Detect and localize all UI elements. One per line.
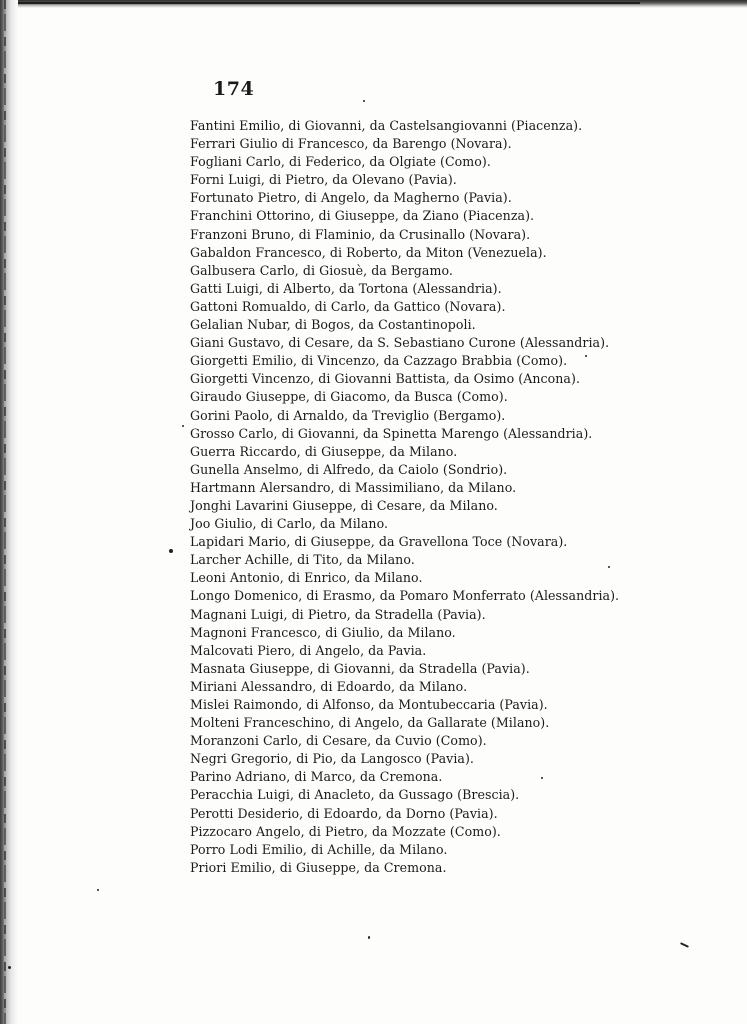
list-entry: Mislei Raimondo, di Alfonso, da Montubeccaria (Pavia). — [190, 697, 548, 712]
list-entry: Pizzocaro Angelo, di Pietro, da Mozzate (Como). — [190, 823, 501, 839]
scan-speck — [541, 777, 543, 779]
scan-speck — [368, 936, 370, 939]
scan-speck — [363, 100, 365, 102]
scan-top-edge — [0, 0, 747, 8]
list-entry: Ferrari Giulio di Francesco, da Barengo (Novara). — [190, 136, 512, 152]
list-entry: Galbusera Carlo, di Giosuè, da Bergamo. — [190, 262, 453, 278]
list-entry: Lapidari Mario, di Giuseppe, da Gravellona Toce (Novara). — [190, 534, 568, 550]
list-entry: Malcovati Piero, di Angelo, da Pavia. — [190, 642, 427, 658]
list-entry: Fogliani Carlo, di Federico, da Olgiate (Como). — [190, 154, 491, 170]
list-entry: Magnani Luigi, di Pietro, da Stradella (Pavia). — [190, 606, 486, 622]
list-entry: Joo Giulio, di Carlo, da Milano. — [190, 516, 389, 532]
list-entry: Franchini Ottorino, di Giuseppe, da Ziano (Piacenza). — [190, 208, 535, 224]
list-entry: Longo Domenico, di Erasmo, da Pomaro Monferrato (Alessandria). — [190, 588, 620, 604]
list-entry: Gattoni Romualdo, di Carlo, da Gattico (Novara). — [190, 298, 506, 314]
list-entry: Magnoni Francesco, di Giulio, da Milano. — [190, 624, 456, 640]
list-entry: Guerra Riccardo, di Giuseppe, da Milano. — [190, 443, 458, 459]
student-list — [190, 117, 619, 877]
list-entry: Miriani Alessandro, di Edoardo, da Milano. — [190, 678, 468, 694]
scan-speck — [608, 566, 610, 568]
list-entry: Gorini Paolo, di Arnaldo, da Treviglio (Bergamo). — [190, 407, 506, 423]
list-entry: Peracchia Luigi, di Anacleto, da Gussago (Brescia). — [190, 787, 520, 803]
list-entry: Fantini Emilio, di Giovanni, da Castelsangiovanni (Piacenza). — [190, 118, 583, 133]
list-entry: Giorgetti Emilio, di Vincenzo, da Cazzago Brabbia (Como). — [190, 353, 568, 369]
scan-speck — [585, 355, 587, 357]
list-entry: Negri Gregorio, di Pio, da Langosco (Pavia). — [190, 751, 474, 767]
list-entry: Franzoni Bruno, di Flaminio, da Crusinallo (Novara). — [190, 226, 531, 242]
scan-speck — [169, 549, 173, 553]
list-entry: Larcher Achille, di Tito, da Milano. — [190, 552, 415, 568]
list-entry: Fortunato Pietro, di Angelo, da Magherno (Pavia). — [190, 190, 512, 206]
list-entry: Gabaldon Francesco, di Roberto, da Miton (Venezuela). — [190, 244, 547, 260]
list-entry: Parino Adriano, di Marco, da Cremona. — [190, 769, 443, 785]
list-entry: Molteni Franceschino, di Angelo, da Gallarate (Milano). — [190, 715, 550, 731]
list-entry: Grosso Carlo, di Giovanni, da Spinetta Marengo (Alessandria). — [190, 425, 593, 441]
list-entry: Hartmann Alersandro, di Massimiliano, da Milano. — [190, 479, 517, 495]
page-number: 174 — [213, 78, 255, 100]
list-entry: Moranzoni Carlo, di Cesare, da Cuvio (Como). — [190, 733, 487, 749]
list-entry: Masnata Giuseppe, di Giovanni, da Stradella (Pavia). — [190, 660, 530, 676]
list-entry: Giani Gustavo, di Cesare, da S. Sebastiano Curone (Alessandria). — [190, 335, 610, 351]
scan-speck — [182, 425, 184, 427]
list-entry: Jonghi Lavarini Giuseppe, di Cesare, da Milano. — [190, 497, 498, 513]
scan-speck — [8, 966, 11, 969]
list-entry: Forni Luigi, di Pietro, da Olevano (Pavia). — [190, 172, 457, 188]
list-entry: Leoni Antonio, di Enrico, da Milano. — [190, 570, 423, 586]
list-entry: Giorgetti Vincenzo, di Giovanni Battista, da Osimo (Ancona). — [190, 371, 581, 387]
list-entry: Porro Lodi Emilio, di Achille, da Milano. — [190, 841, 448, 857]
list-entry: Gatti Luigi, di Alberto, da Tortona (Alessandria). — [190, 280, 502, 296]
scan-binding-edge — [0, 0, 18, 1024]
list-entry: Gelalian Nubar, di Bogos, da Costantinopoli. — [190, 317, 476, 333]
list-entry: Perotti Desiderio, di Edoardo, da Dorno (Pavia). — [190, 805, 498, 821]
scan-speck — [680, 942, 689, 948]
scan-speck — [97, 889, 99, 891]
list-entry: Gunella Anselmo, di Alfredo, da Caiolo (Sondrio). — [190, 461, 508, 477]
list-entry: Priori Emilio, di Giuseppe, da Cremona. — [190, 859, 447, 875]
list-entry: Giraudo Giuseppe, di Giacomo, da Busca (Como). — [190, 389, 508, 405]
